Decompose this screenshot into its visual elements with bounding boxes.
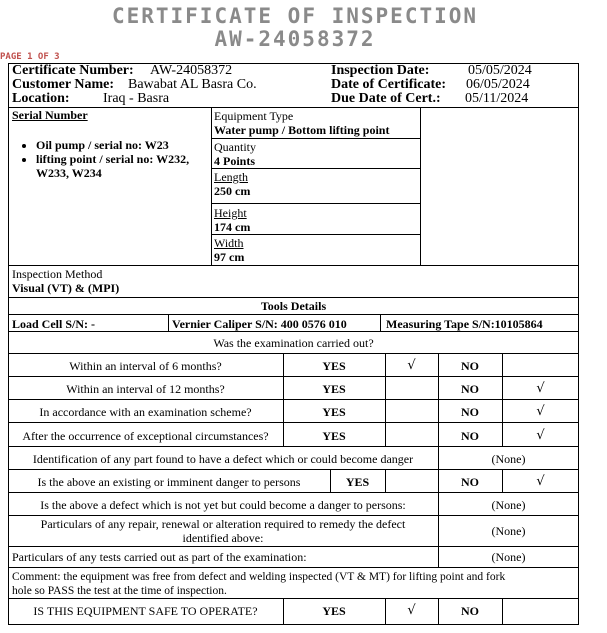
height-label: Height [214, 206, 247, 220]
load-cell-serial: Load Cell S/N: - [12, 317, 96, 331]
location-label: Location: [12, 91, 70, 106]
inspection-method-label: Inspection Method [12, 267, 103, 281]
exam-row-no: NO [461, 382, 479, 396]
repair-question-line2: identified above: [182, 531, 264, 545]
quantity-value: 4 Points [214, 154, 256, 168]
cert-number-value: AW-24058372 [150, 63, 233, 78]
no-check-mark: √ [536, 428, 545, 443]
safe-no: NO [461, 604, 479, 618]
width-value: 97 cm [214, 250, 245, 264]
yes-check-mark: √ [407, 603, 416, 618]
equipment-type-value: Water pump / Bottom lifting point [214, 123, 390, 137]
exam-row-question: In accordance with an examination scheme? [39, 405, 252, 419]
length-value: 250 cm [214, 184, 251, 198]
width-label: Width [214, 236, 244, 250]
comment-line1: Comment: the equipment was free from defect and welding inspected (VT & MT) for lifting point and fork [12, 571, 506, 583]
quantity-label: Quantity [214, 140, 256, 154]
inspection-date-label: Inspection Date: [331, 63, 430, 78]
future-danger-value: (None) [491, 498, 526, 512]
exam-row-no: NO [461, 359, 479, 373]
certificate-code: AW-24058372 [214, 27, 376, 51]
examination-question: Was the examination carried out? [213, 336, 374, 350]
cert-number-label: Certificate Number: [12, 63, 134, 78]
due-date-value: 05/11/2024 [465, 91, 529, 106]
exam-row-no: NO [461, 429, 479, 443]
tests-question: Particulars of any tests carried out as part of the examination: [12, 550, 307, 564]
serial-list [18, 138, 208, 180]
exam-row-yes: YES [322, 405, 346, 419]
defect-identification-value: (None) [491, 452, 526, 466]
repair-value: (None) [491, 524, 526, 538]
inspection-date-value: 05/05/2024 [468, 63, 532, 78]
exam-row-yes: YES [322, 429, 346, 443]
date-of-certificate-value: 06/05/2024 [466, 77, 530, 92]
height-value: 174 cm [214, 220, 251, 234]
exam-row-yes: YES [322, 359, 346, 373]
no-check-mark: √ [536, 474, 545, 489]
yes-check-mark: √ [407, 358, 416, 373]
repair-question-line1: Particulars of any repair, renewal or alteration required to remedy the defect [40, 517, 406, 531]
inspection-method-value: Visual (VT) & (MPI) [12, 281, 120, 295]
certificate-title: CERTIFICATE OF INSPECTION [111, 4, 479, 28]
date-of-certificate-label: Date of Certificate: [331, 77, 447, 92]
tools-details-title: Tools Details [260, 299, 327, 313]
location-value: Iraq - Basra [103, 91, 170, 106]
customer-label: Customer Name: [12, 77, 114, 92]
no-check-mark: √ [536, 404, 545, 419]
comment-line2: hole so PASS the test at the time of inspection. [12, 585, 227, 597]
exam-row-question: Within an interval of 6 months? [69, 359, 222, 373]
page-label: PAGE 1 OF 3 [0, 52, 60, 62]
exam-row-no: NO [461, 405, 479, 419]
vernier-caliper-serial: Vernier Caliper S/N: 400 0576 010 [172, 317, 347, 331]
no-check-mark: √ [536, 381, 545, 396]
customer-value: Bawabat AL Basra Co. [128, 77, 257, 92]
imminent-danger-question: Is the above an existing or imminent danger to persons [37, 475, 301, 489]
length-label: Length [214, 170, 248, 184]
exam-row-yes: YES [322, 382, 346, 396]
imminent-danger-no: NO [461, 475, 479, 489]
serial-item: • Oil pump / serial no: W23 [36, 138, 208, 152]
future-danger-question: Is the above a defect which is not yet but could become a danger to persons: [40, 498, 406, 512]
serial-item: • lifting point / serial no: W232, W233, W234 [36, 152, 208, 180]
defect-identification-question: Identification of any part found to have a defect which or could become danger [32, 452, 414, 466]
measuring-tape-serial: Measuring Tape S/N:10105864 [386, 317, 543, 331]
due-date-label: Due Date of Cert.: [331, 91, 441, 106]
equipment-type-label: Equipment Type [214, 109, 294, 123]
tests-value: (None) [491, 550, 526, 564]
safe-yes: YES [322, 604, 346, 618]
safe-to-operate-question: IS THIS EQUIPMENT SAFE TO OPERATE? [33, 604, 258, 618]
exam-row-question: Within an interval of 12 months? [66, 382, 225, 396]
imminent-danger-yes: YES [345, 475, 370, 489]
exam-row-question: After the occurrence of exceptional circumstances? [22, 429, 269, 443]
serial-number-label: Serial Number [12, 108, 88, 122]
